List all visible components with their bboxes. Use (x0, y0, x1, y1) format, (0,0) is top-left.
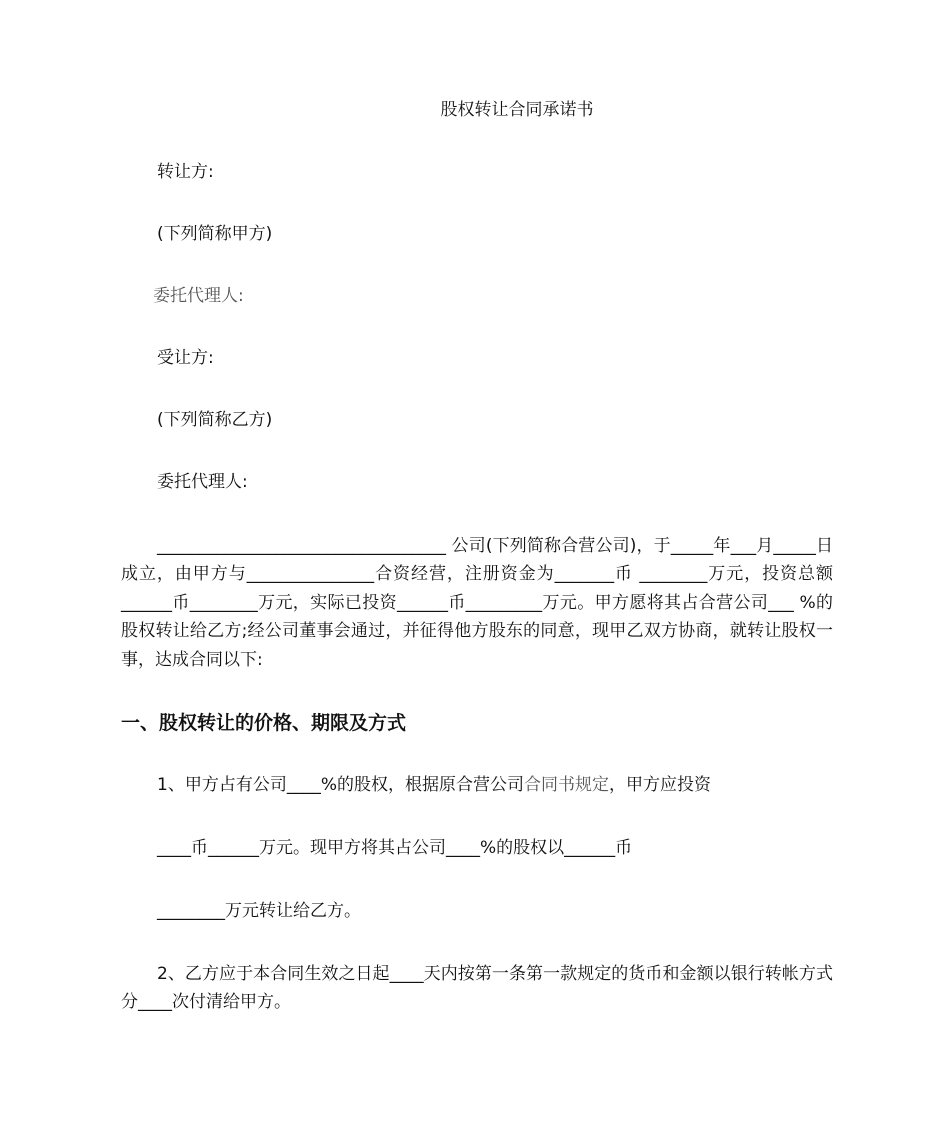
clause-1-line-3: ________万元转让给乙方。 (157, 901, 361, 921)
transferee-label: 受让方: (157, 348, 214, 368)
transferee-agent-label: 委托代理人: (157, 472, 248, 492)
transferor-label: 转让方: (157, 162, 214, 182)
clause-1-text-a: 1、甲方占有公司____%的股权，根据原合营公司 (157, 775, 524, 795)
transferor-agent-label: 委托代理人: (153, 286, 244, 306)
clause-1-line-1 (157, 773, 711, 797)
clause-1-text-b: ，甲方应投资 (608, 775, 711, 795)
contract-reference-text: 合同书规定 (523, 775, 609, 795)
transferee-alias: (下列简称乙方) (157, 410, 273, 430)
preamble-paragraph: __________________________________ 公司(下列简称合营公司)，于_____年___月_____日成立，由甲方与_______________合资经营，注册资金为_______币 ________万元，投资总额______币________万元，实际已投资______币_________万元。甲方愿将其占合营公司___ %的股权转让给乙方;经公司董事会通过，并征得他方股东的同意，现甲乙双方协商，就转让股权一事，达成合同以下: (121, 536, 833, 670)
clause-2-paragraph: 2、乙方应于本合同生效之日起____天内按第一条第一款规定的货币和金额以银行转帐方式分____次付清给甲方。 (121, 964, 833, 1013)
section-heading-1: 一、股权转让的价格、期限及方式 (121, 712, 407, 734)
clause-1-line-2: ____币______万元。现甲方将其占公司____%的股权以______币 (157, 838, 633, 858)
transferor-alias: (下列简称甲方) (157, 224, 273, 244)
document-title: 股权转让合同承诺书 (440, 100, 594, 120)
